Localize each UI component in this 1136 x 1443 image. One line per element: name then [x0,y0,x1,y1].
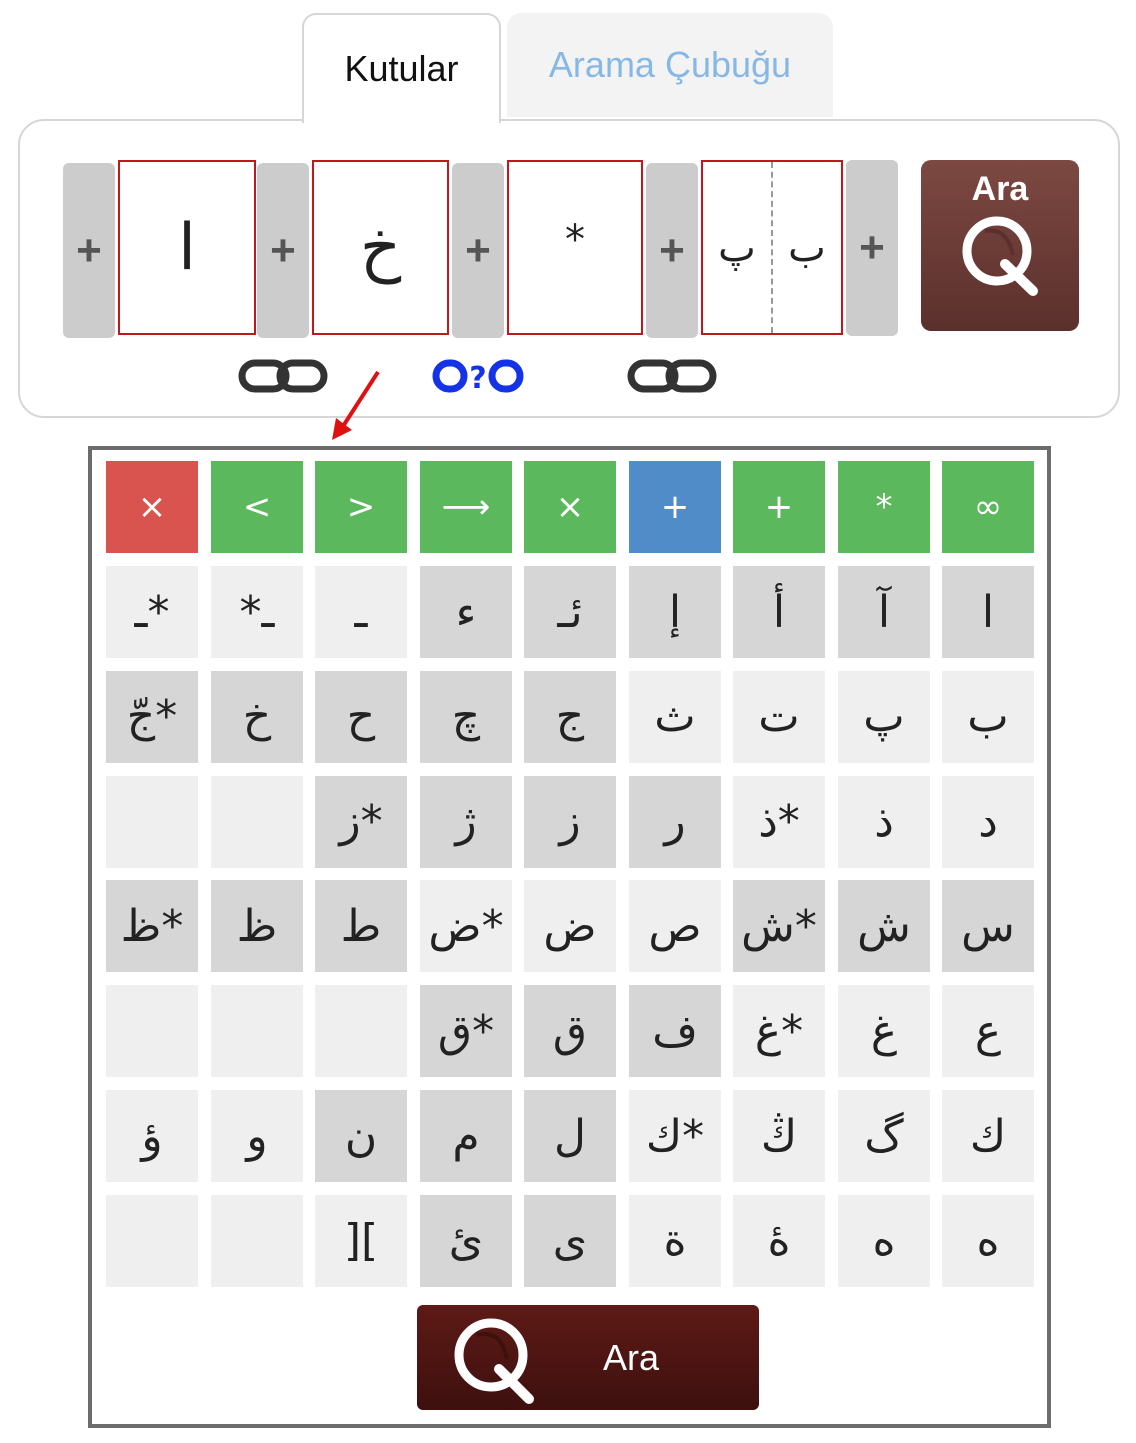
letter-key[interactable]: ش [838,880,930,972]
optional-link-icon[interactable] [432,358,524,394]
letter-key[interactable]: پ [838,671,930,763]
chain-icon[interactable] [238,358,328,394]
insert-box-button[interactable]: + [63,163,115,338]
letter-key[interactable]: ة [629,1195,721,1287]
letter-key[interactable] [211,1195,303,1287]
letter-key[interactable]: ر [629,776,721,868]
letter-key[interactable]: ذ* [733,776,825,868]
letter-key[interactable]: ذ [838,776,930,868]
chain-icon[interactable] [627,358,717,394]
letter-key[interactable]: ژ [420,776,512,868]
letter-key[interactable]: *ـ [211,566,303,658]
control-key[interactable]: ∞ [942,461,1034,553]
search-button[interactable] [921,160,1079,331]
letter-key[interactable]: ص [629,880,721,972]
search-button-label: Ara [971,170,1029,208]
letter-key[interactable]: ك [942,1090,1034,1182]
letter-key[interactable]: ئ [420,1195,512,1287]
letter-key[interactable]: ڭ [733,1090,825,1182]
letter-key[interactable]: ؤ [106,1090,198,1182]
letter-key[interactable]: م [420,1090,512,1182]
letter-key[interactable]: ۀ [733,1195,825,1287]
control-key[interactable]: < [211,461,303,553]
letter-key[interactable]: س [942,880,1034,972]
tab-boxes[interactable] [302,13,501,123]
control-key[interactable]: + [733,461,825,553]
control-key[interactable]: × [106,461,198,553]
letter-key[interactable] [315,985,407,1077]
letter-key[interactable]: غ [838,985,930,1077]
control-key[interactable]: * [838,461,930,553]
letter-key[interactable]: ت [733,671,825,763]
insert-box-button[interactable]: + [452,163,504,338]
control-key[interactable]: + [629,461,721,553]
letter-key[interactable] [211,985,303,1077]
tab-search-bar[interactable] [507,13,833,117]
insert-box-button[interactable]: + [846,160,898,336]
letter-key[interactable]: ه [942,1195,1034,1287]
letter-key[interactable]: ا [942,566,1034,658]
letter-box-4-char-2: پ [703,162,773,333]
letter-key[interactable]: ق [524,985,616,1077]
search-q-icon [443,1309,553,1409]
letter-key[interactable]: ـ* [106,566,198,658]
letter-key[interactable]: ط [315,880,407,972]
letter-box-1[interactable] [118,160,256,335]
insert-box-button[interactable]: + [257,163,309,338]
tab-boxes-label: Kutular [344,48,459,89]
control-key[interactable]: > [315,461,407,553]
letter-key[interactable]: و [211,1090,303,1182]
letter-key[interactable]: أ [733,566,825,658]
letter-box-3-char: * [565,217,585,263]
letter-key[interactable]: ز [524,776,616,868]
letter-key[interactable]: ][ [315,1195,407,1287]
letter-box-4-char-1: ب [788,224,826,271]
letter-key[interactable]: خ [211,671,303,763]
keyboard-search-label: Ara [603,1337,660,1378]
insert-box-button[interactable]: + [646,163,698,338]
svg-text:?: ? [469,361,487,394]
letter-key[interactable]: ظ* [106,880,198,972]
letter-key[interactable]: ز* [315,776,407,868]
letter-key[interactable]: ب [942,671,1034,763]
letter-key[interactable] [106,1195,198,1287]
letter-key[interactable]: إ [629,566,721,658]
letter-key[interactable]: ق* [420,985,512,1077]
tab-search-bar-label: Arama Çubuğu [548,44,792,85]
letter-key[interactable] [106,985,198,1077]
letter-key[interactable]: چ [420,671,512,763]
letter-key[interactable]: ل [524,1090,616,1182]
control-key[interactable]: × [524,461,616,553]
letter-key[interactable]: ى [524,1195,616,1287]
letter-key[interactable]: ج [524,671,616,763]
letter-key[interactable]: ض [524,880,616,972]
letter-key[interactable]: ـ [315,566,407,658]
pointer-arrow-icon [326,368,386,448]
letter-key[interactable]: جّ* [106,671,198,763]
letter-key[interactable]: د [942,776,1034,868]
letter-key[interactable] [106,776,198,868]
letter-key[interactable]: ف [629,985,721,1077]
letter-key[interactable]: غ* [733,985,825,1077]
control-key[interactable]: ⟶ [420,461,512,553]
letter-box-2-char: خ [359,210,402,285]
letter-key[interactable]: ض* [420,880,512,972]
letter-key[interactable]: ح [315,671,407,763]
letter-key[interactable]: ث [629,671,721,763]
letter-key[interactable]: آ [838,566,930,658]
letter-box-1-char: ا [178,210,196,285]
letter-key[interactable]: ظ [211,880,303,972]
letter-key[interactable] [211,776,303,868]
letter-key[interactable]: ن [315,1090,407,1182]
keyboard-search-button[interactable] [417,1305,759,1410]
letter-key[interactable]: ع [942,985,1034,1077]
letter-key[interactable]: ك* [629,1090,721,1182]
letter-key[interactable]: ء [420,566,512,658]
letter-key[interactable]: گ [838,1090,930,1182]
letter-key[interactable]: ئـ [524,566,616,658]
letter-box-2[interactable] [312,160,449,335]
letter-key[interactable]: ه [838,1195,930,1287]
letter-key[interactable]: ش* [733,880,825,972]
letter-box-3[interactable] [507,160,643,335]
search-q-icon [955,209,1045,299]
letter-box-4[interactable] [701,160,843,335]
